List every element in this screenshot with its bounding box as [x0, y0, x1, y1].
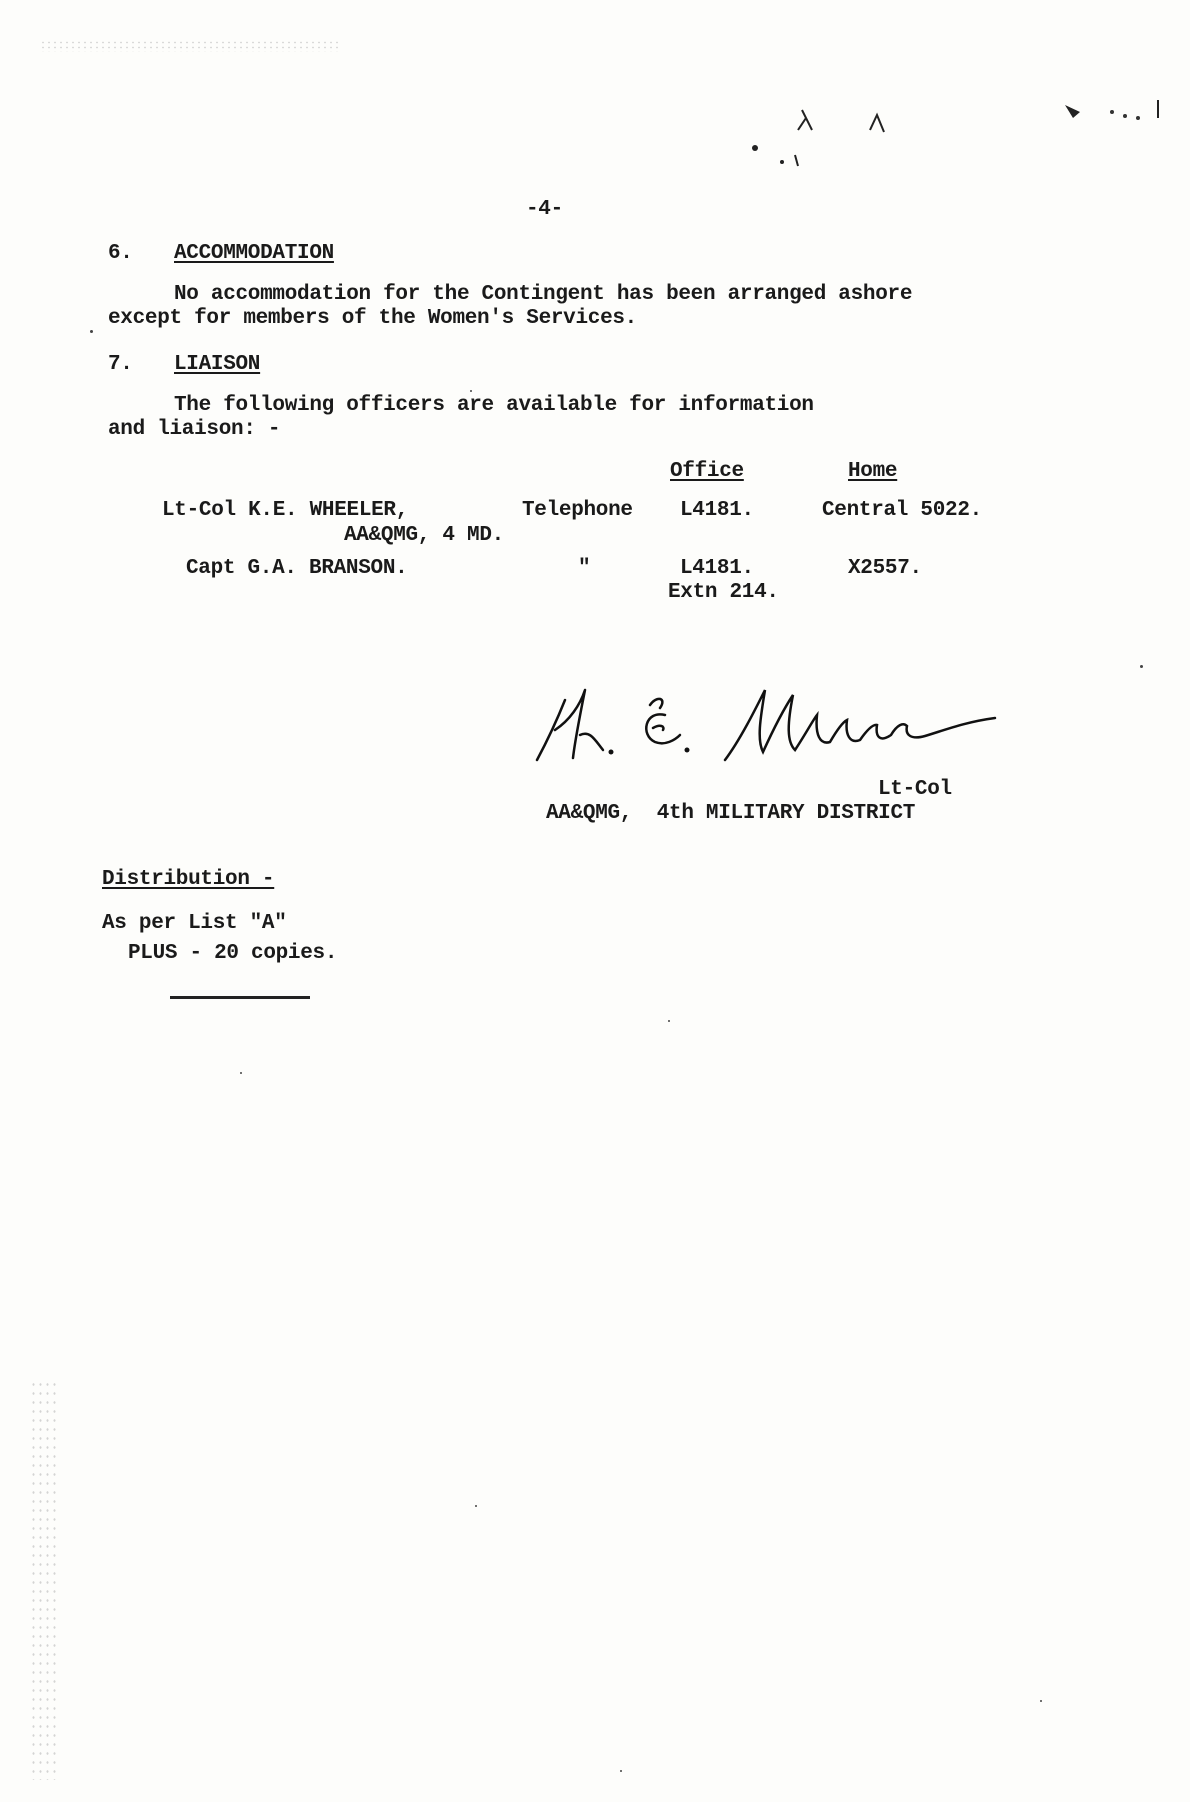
end-rule: [170, 996, 310, 999]
distribution-line1: As per List "A": [102, 912, 287, 935]
scan-speck: [668, 1020, 670, 1022]
signature-title: AA&QMG, 4th MILITARY DISTRICT: [546, 802, 916, 825]
handwritten-signature: [525, 680, 1065, 780]
scan-speck: [1140, 665, 1143, 668]
scan-noise-top: [40, 40, 340, 52]
officer-2-contact: ": [578, 557, 591, 580]
scan-speck: [620, 1770, 622, 1772]
officer-1-office: L4181.: [680, 499, 754, 522]
section-6-body-line2: except for members of the Women's Services.: [108, 307, 637, 330]
section-7-body-line1: The following officers are available for information: [174, 394, 814, 417]
signature-rank: Lt-Col: [878, 778, 952, 801]
section-6-body-line1: No accommodation for the Contingent has been arranged ashore: [174, 283, 913, 306]
section-6-number: 6.: [108, 242, 133, 265]
distribution-heading: Distribution -: [102, 868, 275, 891]
officer-1-contact: Telephone: [522, 499, 633, 522]
scan-speck: [240, 1072, 242, 1074]
officer-2-office-ext: Extn 214.: [668, 581, 779, 604]
officer-1-home: Central 5022.: [822, 499, 982, 522]
scan-noise-edge: [30, 1380, 60, 1780]
col-home-header: Home: [848, 460, 898, 483]
scan-speck: [470, 390, 472, 392]
scan-speck: [475, 1505, 477, 1507]
officer-2-home: X2557.: [848, 557, 922, 580]
distribution-line2: PLUS - 20 copies.: [128, 942, 338, 965]
page-number: -4-: [526, 198, 563, 221]
handwritten-marks: [740, 100, 1160, 210]
section-6-heading: ACCOMMODATION: [174, 242, 334, 265]
officer-1-role: AA&QMG, 4 MD.: [344, 524, 504, 547]
officer-2-office: L4181.: [680, 557, 754, 580]
officer-1-name: Lt-Col K.E. WHEELER,: [162, 499, 409, 522]
section-7-number: 7.: [108, 353, 133, 376]
officer-2-name: Capt G.A. BRANSON.: [186, 557, 408, 580]
scan-speck: [1040, 1700, 1042, 1702]
section-7-heading: LIAISON: [174, 353, 261, 376]
scan-speck: [90, 330, 93, 333]
section-7-body-line2: and liaison: -: [108, 418, 281, 441]
col-office-header: Office: [670, 460, 744, 483]
